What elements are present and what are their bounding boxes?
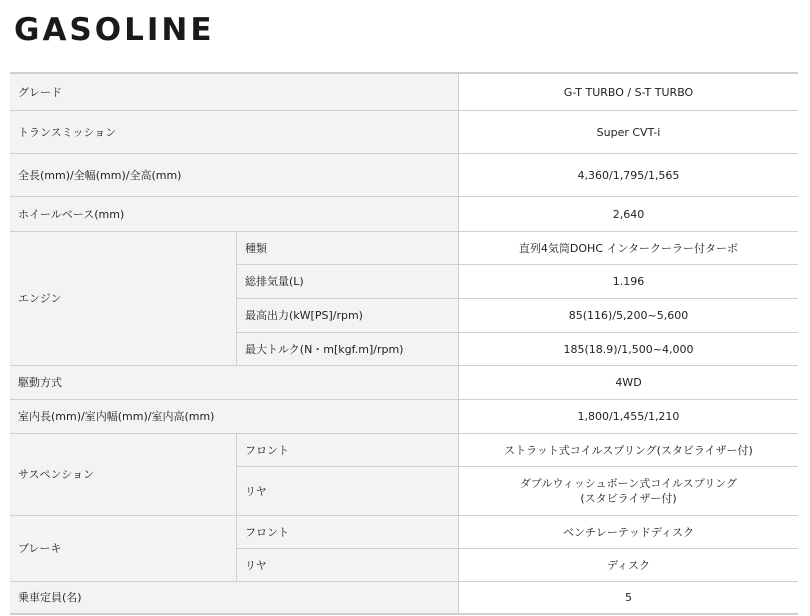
wheelbase-value: 2,640 — [459, 197, 799, 232]
brake-front-label: フロント — [237, 516, 459, 549]
table-row — [10, 434, 798, 467]
drive-label: 駆動方式 — [10, 366, 459, 400]
page-title: GASOLINE — [14, 12, 215, 48]
dimensions-label: 全長(mm)/全幅(mm)/全高(mm) — [10, 154, 459, 197]
transmission-label: トランスミッション — [10, 111, 459, 154]
suspension-rear-value-line2: (スタビライザー付) — [580, 492, 677, 505]
grade-label: グレード — [10, 73, 459, 111]
capacity-value: 5 — [459, 582, 799, 615]
capacity-label: 乗車定員(名) — [10, 582, 459, 615]
table-row — [10, 73, 798, 111]
wheelbase-label: ホイールベース(mm) — [10, 197, 459, 232]
suspension-rear-value — [459, 467, 799, 516]
table-row — [10, 111, 798, 154]
displacement-label: 総排気量(L) — [237, 265, 459, 299]
engine-type-value: 直列4気筒DOHC インタークーラー付ターボ — [459, 232, 799, 265]
transmission-value: Super CVT-i — [459, 111, 799, 154]
max-torque-label: 最大トルク(N・m[kgf.m]/rpm) — [237, 333, 459, 366]
brake-label: ブレーキ — [10, 516, 237, 582]
engine-type-label: 種類 — [237, 232, 459, 265]
max-torque-value: 185(18.9)/1,500~4,000 — [459, 333, 799, 366]
max-power-label: 最高出力(kW[PS]/rpm) — [237, 299, 459, 333]
table-row — [10, 232, 798, 265]
suspension-label: サスペンション — [10, 434, 237, 516]
spec-table — [10, 72, 798, 615]
max-power-value: 85(116)/5,200~5,600 — [459, 299, 799, 333]
table-row — [10, 582, 798, 615]
brake-rear-label: リヤ — [237, 549, 459, 582]
suspension-rear-value-line1: ダブルウィッシュボーン式コイルスプリング — [519, 477, 738, 490]
table-row — [10, 516, 798, 549]
suspension-rear-label: リヤ — [237, 467, 459, 516]
dimensions-value: 4,360/1,795/1,565 — [459, 154, 799, 197]
suspension-front-label: フロント — [237, 434, 459, 467]
table-row — [10, 366, 798, 400]
table-row — [10, 400, 798, 434]
suspension-front-value: ストラット式コイルスプリング(スタビライザー付) — [459, 434, 799, 467]
interior-label: 室内長(mm)/室内幅(mm)/室内高(mm) — [10, 400, 459, 434]
table-row — [10, 154, 798, 197]
drive-value: 4WD — [459, 366, 799, 400]
brake-rear-value: ディスク — [459, 549, 799, 582]
displacement-value: 1.196 — [459, 265, 799, 299]
interior-value: 1,800/1,455/1,210 — [459, 400, 799, 434]
table-row — [10, 197, 798, 232]
grade-value: G-T TURBO / S-T TURBO — [459, 73, 799, 111]
engine-label: エンジン — [10, 232, 237, 366]
brake-front-value: ベンチレーテッドディスク — [459, 516, 799, 549]
